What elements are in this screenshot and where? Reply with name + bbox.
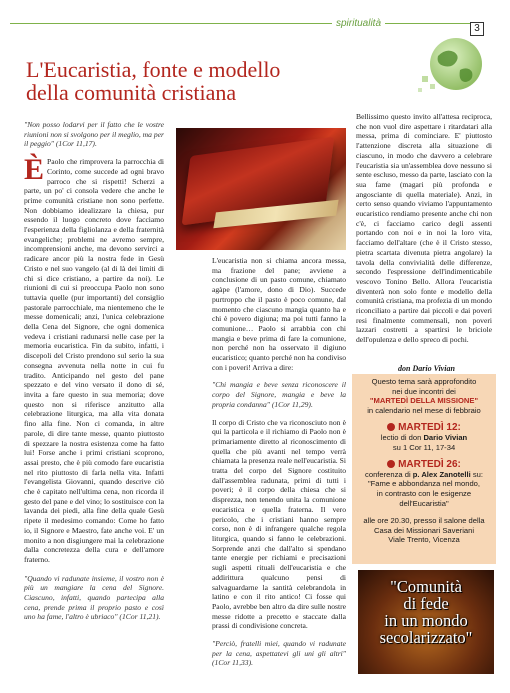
event-1-line-1: lectio di don Dario Vivian [380, 432, 468, 442]
event-venue-2: Casa dei Missionari Saveriani [373, 525, 475, 535]
event-date-1: MARTEDÌ 12: [356, 423, 492, 433]
poster-line-1: "Comunità [390, 577, 462, 596]
event-date-2: MARTEDÌ 26: [356, 460, 492, 470]
poster-line-3: in un mondo [384, 611, 468, 630]
event-intro-1: Questo tema sarà approfondito [371, 377, 477, 386]
event-2-line-3: in contrasto con le esigenze [376, 488, 472, 498]
event-2-line-4: dell'Eucaristia" [399, 498, 449, 508]
opening-quote: "Non posso lodarvi per il fatto che le vostre riunioni non si svolgono per il meglio, ma per il peggio" (1Cor 11,17). [24, 120, 164, 149]
column-2-text-1: L'eucaristia non si chiama ancora messa, ma frazione del pane; avviene a conclusione di un pasto comune, chiamato agàpe (l'amore, dono di Dio). Succede purtroppo che il pasto è poco comune, dal momento che ciascuno mangia quanto ha e chi è povero digiuna; ma poi tutti fanno la comunione… Paolo si arrabbia con chi mangia e beve prima di fare la comunione, non perché non ha osservato il digiuno eucaristico; quanto perché non ha condiviso con i poveri! Arriva a dire: [212, 256, 346, 372]
title-line-1: L'Eucaristia, fonte e modello [26, 57, 281, 82]
event-intro-2: nei due incontri dei [392, 386, 456, 396]
event-1-line-2: su 1 Cor 11, 17-34 [392, 442, 456, 452]
column-3-text: Bellissimo questo invito all'attesa reciproca, che non vuol dire aspettare i ritardatari alla messa, prima di cominciare. E' piuttosto l'attenzione discreta alla situazione di ciascuno, in modo che davvero a celebrare l'eucaristia sia un'assemblea dove nessuno si sente escluso, messo da parte, lasciato con la sua fame (magari più profonda e angosciante di quella materiale). Anzi, in certo senso quando viviamo l'appuntamento eucaristico rendiamo presente anche chi non c'è, ci facciamo carico degli assenti portando con noi e in noi la loro vita, facciamo dell'altare (che è il Cristo stesso, pietra scartata divenuta pietra angolare) la tavola della convivialità delle differenze, secondo l'espressione dell'indimenticabile vescovo Tonino Bello. Allora l'eucaristia diventerà non solo fonte e modello della comunità cristiana, ma profezia di un mondo riconciliato a partire dai piccoli e dai poveri resi finalmente commensali, non poveri lazzari costretti a spartirsi le briciole dell'opulenza e dello spreco di pochi. [356, 112, 493, 345]
column-2 [212, 256, 346, 668]
drop-cap: È [24, 153, 45, 187]
author-signature: don Dario Vivian [398, 364, 455, 373]
quote-col2-2: "Perciò, fratelli miei, quando vi radunate per la cena, aspettatevi gli uni gli altri" (1Cor 11,33). [212, 639, 346, 668]
bullet-icon [387, 423, 395, 431]
column-1-body [24, 153, 164, 565]
poster-line-4: secolarizzato" [379, 628, 473, 647]
event-intro-3: in calendario nel mese di febbraio [367, 405, 481, 415]
theme-poster [358, 570, 494, 674]
event-series: "MARTEDÌ DELLA MISSIONE" [369, 396, 479, 406]
event-2-line-1: conferenza di p. Alex Zanotelli su: [365, 469, 483, 479]
title-line-2: della comunità cristiana [26, 80, 237, 105]
header-rule [10, 23, 480, 24]
event-2-line-2: "Fame e abbondanza nel mondo, [367, 479, 481, 489]
bullet-icon [387, 460, 395, 468]
event-venue-3: Viale Trento, Vicenza [388, 535, 460, 545]
section-label: spiritualità [332, 18, 385, 29]
column-1 [24, 120, 164, 622]
event-venue-1: alle ore 20.30, presso il salone della [363, 516, 485, 526]
page-number: 3 [470, 22, 484, 36]
globe-icon [418, 30, 490, 102]
column-1-text: Paolo che rimprovera la parrocchia di Corinto, come succede ad ogni bravo parroco che si rispetti! Scherzi a parte, un po' ci consola vedere che anche le prime comunità cristiane non sono perfette. Non dobbiamo idealizzare la chiesa, pur essendo il luogo concreto dove facciamo l'esperienza della figliolanza e della fraternità evangeliche; problemi ne avremo sempre, incomprensioni anche, ma devono servirci a radicare ancor più la nostra fede in Gesù Cristo e nel suo vangelo (al di là dei limiti di chi si dice cristiano, a partire da noi). Le riunioni di cui si preoccupa Paolo non sono tuttavia quelle (pur importanti) del consiglio pastorale parrocchiale, ma nientemeno che le messe domenicali; anzi, l'unica celebrazione della Cena del Signore, che ogni domenica vedeva i cristiani radunarsi nelle case per la memoria eucaristica. Fin da subito, infatti, i discepoli del Cristo prendono sul serio la sua consegna avvenuta nella notte in cui fu tradito. Anticipando nel gesto del pane spezzato e del vino versato il dono di sé, invita a fare questo in sua memoria; dove questo non si riferisce anzitutto alla celebrazione liturgica, ma alla vita donata fino alla fine. Non ci comanda, in altre parole, di dire tante messe, quanto piuttosto di spezzare la nostra esistenza come ha fatto lui! Forse anche i primi cristiani scoprono, assai presto, che è più comodo fare eucaristia nel rito piuttosto di farla nella vita. Infatti l'evangelista Giovanni, quando descrive ciò che è capitato nell'ultima cena, non ricorda il gesto del pane e del vino; lo sostituisce con la lavanda dei piedi, alla fine della quale Gesù ripete il medesimo comando: Come ho fatto io, il Signore e Maestro, fate anche voi. E' un monito a non disgiungere mai la celebrazione dalla concretezza della cura e dell'amore fraterno. [24, 157, 164, 564]
article-title [26, 58, 426, 104]
closing-quote-col1: "Quando vi radunate insieme, il vostro non è più un mangiare la cena del Signore. Ciascuno, infatti, quando partecipa alla cena, prende prima il proprio pasto e così uno ha fame, l'altro è ubriaco" (1Cor 11,21). [24, 573, 164, 622]
quote-col2-1: "Chi mangia e beve senza riconoscere il corpo del Signore, mangia e beve la propria condanna" (1Cor 11,29). [212, 380, 346, 409]
column-2-text-2: Il corpo di Cristo che va riconosciuto non è qui la particola e il richiamo di Paolo non è primariamente diretto al riconoscimento di quella che più avanti nel tempo verrà chiamata la presenza reale nell'eucaristia. Si tratta del corpo del Signore costituito dall'assemblea radunata, primi di tutti i poveri; è il corpo della chiesa che si disprezza, non tenendo unita la comunione eucaristica e quella fraterna. Il vero pericolo, che i cristiani hanno sempre corso, non è di infrangere qualche regola liturgica, quando si fanno le celebrazioni. Sorprende anzi che dall'alto si spendano tante energie per richiami e precisazioni sugli aspetti rituali dell'eucaristia e che addirittura qualcuno pensi di salvaguardarne la santità celebrandola in latino e con il rito antico! Ci fosse qui Paolo, avrebbe ben altro da dire sulle nostre messe ridotte a precetto e staccate dalla prassi di condivisione concreta. [212, 417, 346, 631]
bible-photo [176, 128, 346, 250]
poster-line-2: di fede [403, 594, 449, 613]
column-3 [356, 112, 492, 345]
event-box [352, 374, 496, 564]
